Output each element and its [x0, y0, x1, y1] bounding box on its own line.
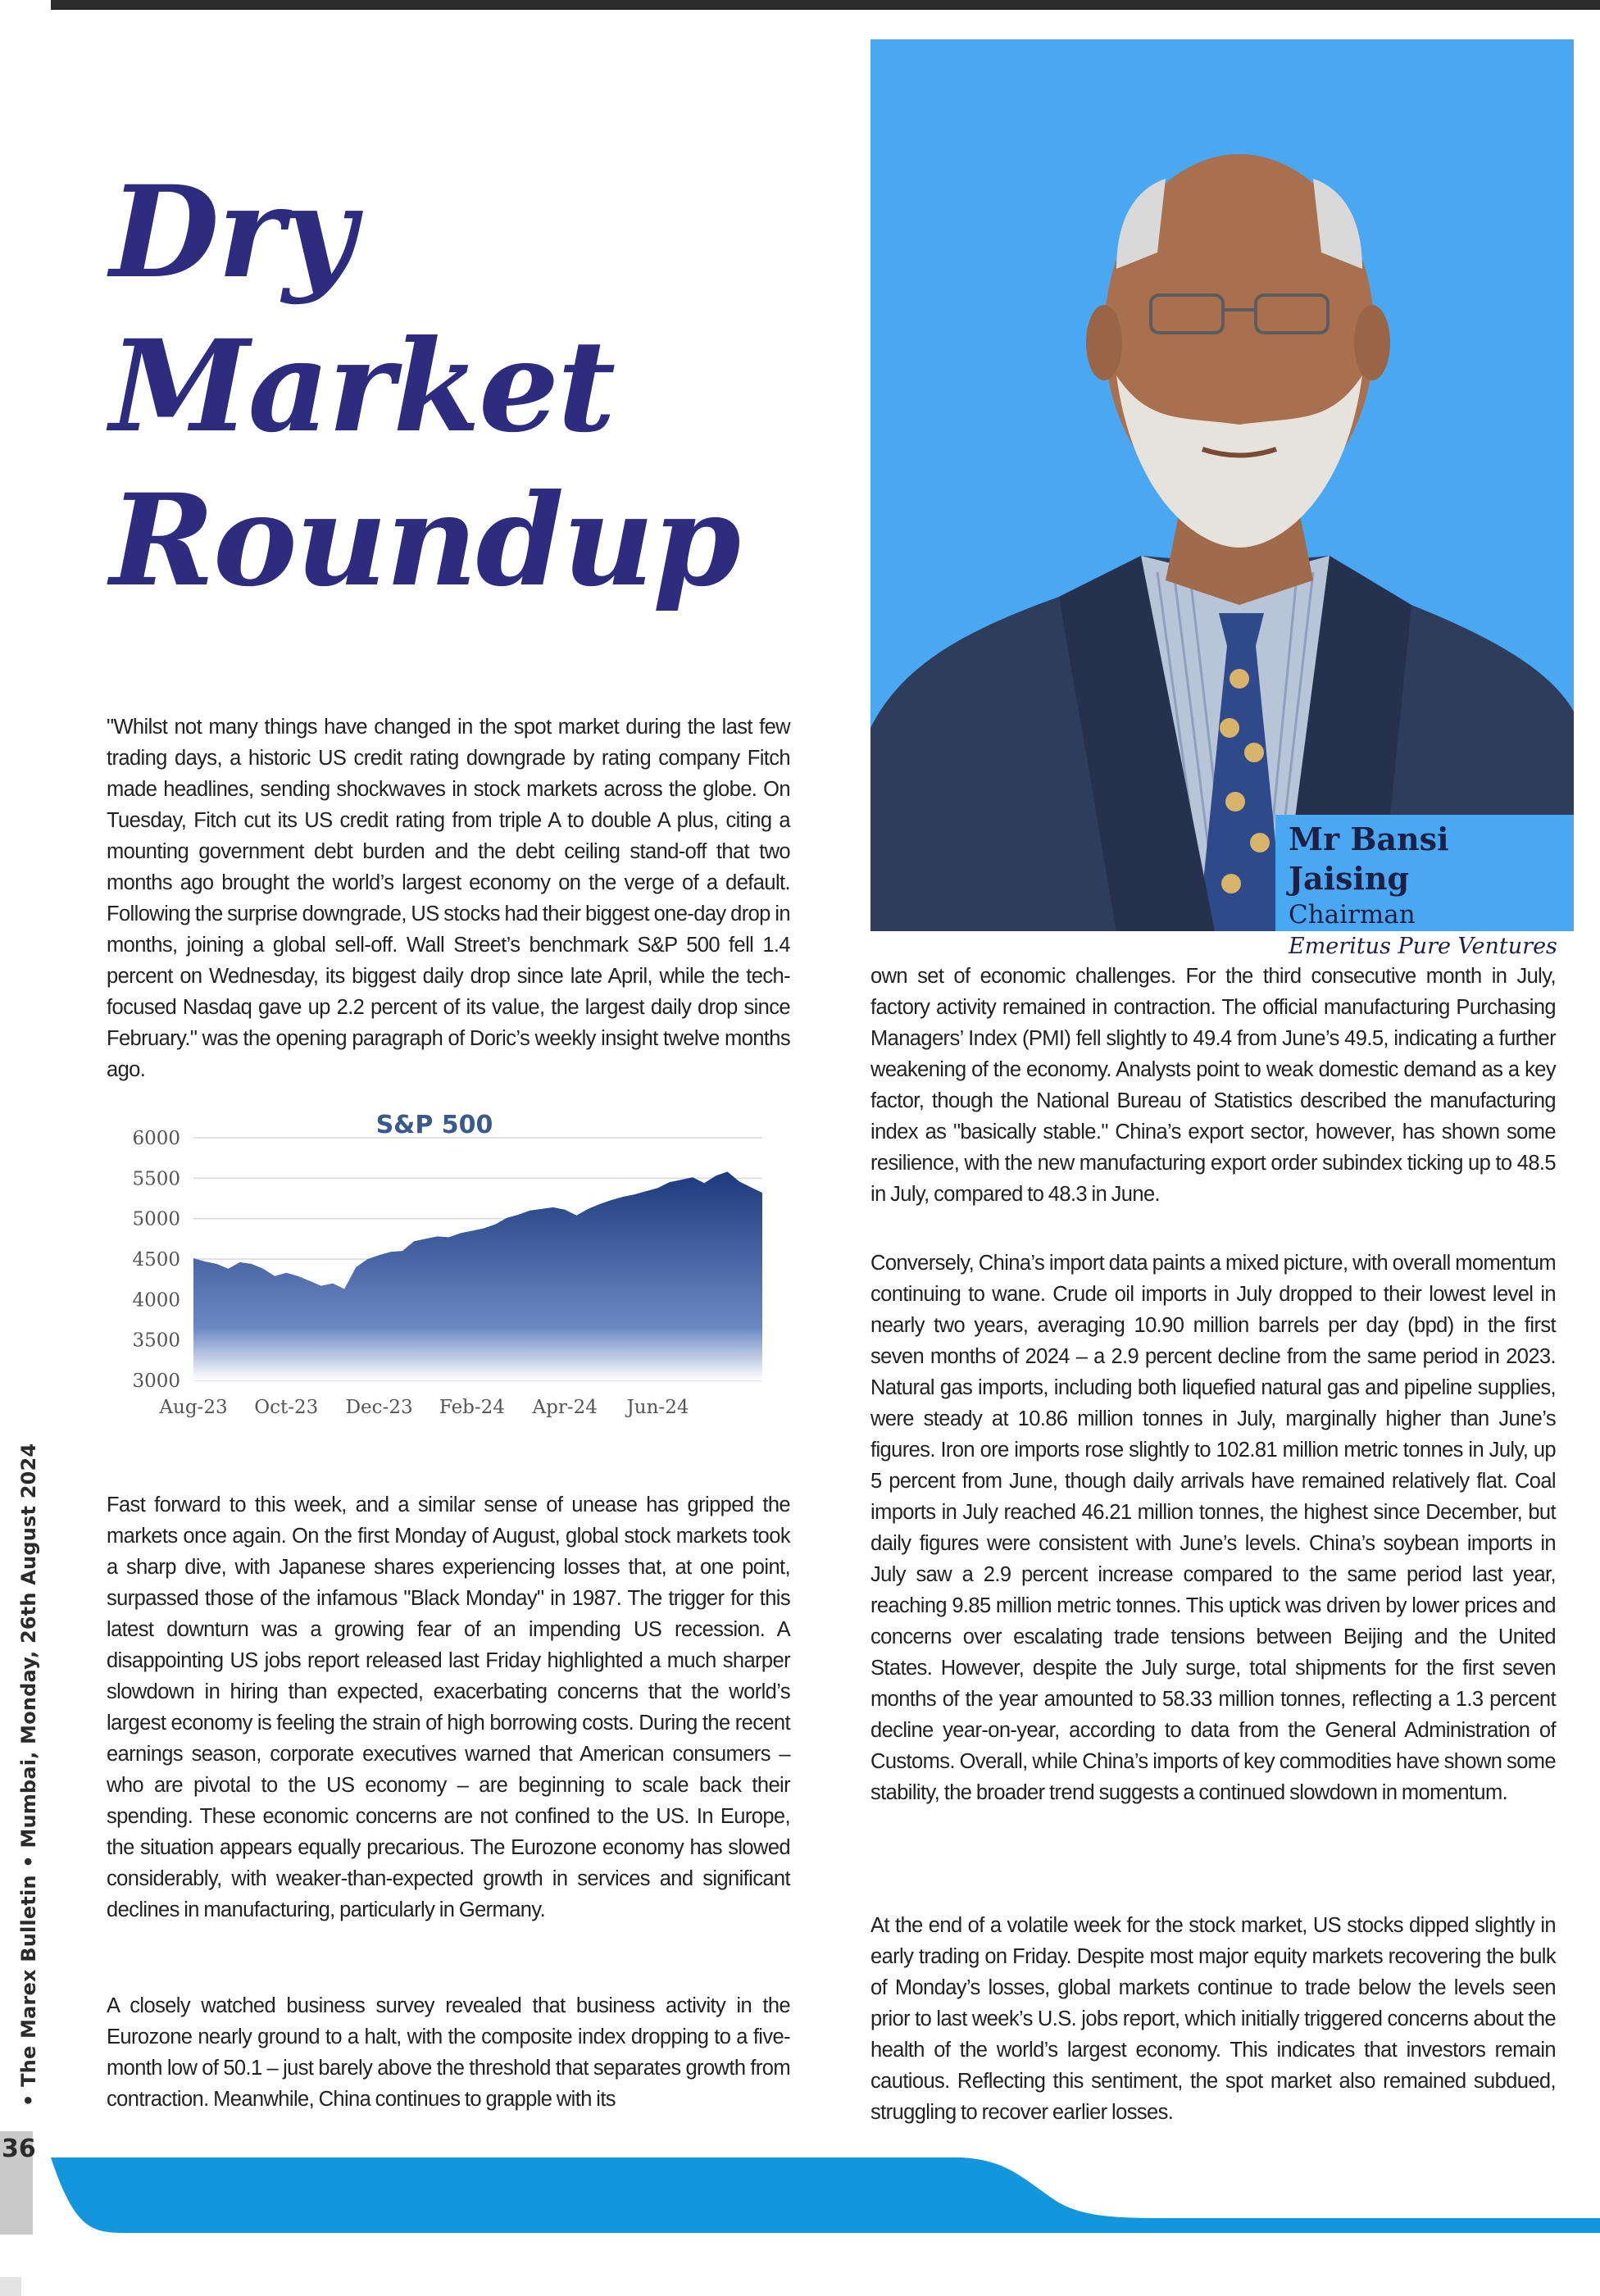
paragraph-1: "Whilst not many things have changed in the spot market during the last few trading days, a historic US credit rating downgrade by rating company Fitch made headlines, sending shockwaves in stock markets across the globe. On Tuesday, Fitch cut its US credit rating from triple A to double A plus, citing a mounting government debt burden and the debt ceiling stand-off that two months ago brought the world’s largest economy on the verge of a default. Following the surprise downgrade, US stocks had their biggest one-day drop in months, joining a global sell-off. Wall Street’s benchmark S&P 500 fell 1.4 percent on Wednesday, its biggest daily drop since late April, while the tech-focused Nasdaq gave up 2.2 percent of its value, the largest daily drop since February." was the opening paragraph of Doric’s weekly insight twelve months ago.	[107, 716, 790, 1081]
paragraph-6: At the end of a volatile week for the stock market, US stocks dipped slightly in early trading on Friday. Despite most major equity markets recovering the bulk of Monday’s losses, global markets continue to trade below the levels seen prior to last week’s U.S. jobs report, which initially triggered concerns about the health of the world’s largest economy. This indicates that investors remain cautious. Reflecting this sentiment, the spot market also remained subdued, struggling to recover earlier losses.	[870, 1914, 1556, 2124]
title-line-2: Roundup	[110, 466, 739, 615]
portrait-caption	[1275, 815, 1574, 959]
footer-wave	[0, 2148, 1600, 2238]
x-tick-label: Jun-24	[626, 1397, 689, 1418]
bulletin-sidebar: • The Marex Bulletin • Mumbai, Monday, 26th August 2024	[17, 1443, 40, 2107]
x-tick-label: Aug-23	[159, 1397, 228, 1418]
y-tick-label: 3000	[132, 1371, 180, 1392]
portrait-illustration	[870, 39, 1574, 931]
y-tick-label: 5000	[132, 1208, 180, 1230]
person-organization: Emeritus Pure Ventures	[1289, 934, 1557, 959]
y-tick-label: 4500	[132, 1249, 180, 1271]
page-number: 36	[2, 2135, 36, 2163]
y-tick-label: 4000	[132, 1289, 180, 1312]
portrait-photo	[870, 39, 1574, 931]
y-tick-label: 6000	[132, 1128, 180, 1149]
y-tick-label: 5500	[132, 1168, 180, 1190]
chart-title: S&P 500	[375, 1111, 493, 1139]
y-tick-label: 3500	[132, 1330, 180, 1352]
x-tick-label: Oct-23	[254, 1397, 319, 1418]
x-tick-label: Feb-24	[439, 1397, 505, 1418]
person-role: Chairman	[1289, 900, 1416, 930]
sp500-chart	[107, 1105, 779, 1433]
paragraph-4: own set of economic challenges. For the third consecutive month in July, factory activity remained in contraction. The official manufacturing Purchasing Managers’ Index (PMI) fell slightly to 49.4 from June’s 49.5, indicating a further weakening of the economy. Analysts point to weak domestic demand as a key factor, though the National Bureau of Statistics described the manufacturing index as "basically stable." China’s export sector, however, has shown some resilience, with the new manufacturing export order subindex ticking up to 48.5 in July, compared to 48.3 in June.	[870, 965, 1556, 1206]
article-title	[110, 156, 848, 618]
person-name: Mr Bansi Jaising	[1289, 821, 1449, 897]
chart-area	[193, 1171, 762, 1380]
paragraph-2: Fast forward to this week, and a similar sense of unease has gripped the markets once again. On the first Monday of August, global stock markets took a sharp dive, with Japanese shares experiencing losses that, at one point, surpassed those of the infamous "Black Monday" in 1987. The trigger for this latest downturn was a growing fear of an impending US recession. A disappointing US jobs report released last Friday highlighted a much sharper slowdown in hiring than expected, exacerbating concerns that the world’s largest economy is feeling the strain of high borrowing costs. During the recent earnings season, corporate executives warned that American consumers – who are pivotal to the US economy – are beginning to scale back their spending. These economic concerns are not confined to the US. In Europe, the situation appears equally precarious. The Eurozone economy has slowed considerably, with weaker-than-expected growth in services and significant declines in manufacturing, particularly in Germany.	[107, 1494, 790, 1921]
x-tick-label: Apr-24	[532, 1397, 598, 1418]
title-line-1: Dry Market	[110, 158, 615, 461]
paragraph-5: Conversely, China’s import data paints a mixed picture, with overall momentum continuing to wane. Crude oil imports in July dropped to their lowest level in nearly two years, averaging 10.90 million barrels per day (bpd) in the first seven months of 2024 – a 2.9 percent decline from the same period in 2023. Natural gas imports, including both liquefied natural gas and pipeline supplies, were steady at 10.86 million tonnes in July, marginally higher than June’s figures. Iron ore imports rose slightly to 102.81 million metric tonnes in July, up 5 percent from June, though daily arrivals have remained relatively flat. Coal imports in July reached 46.21 million tonnes, the highest since December, but daily figures were consistent with June’s levels. China’s soybean imports in July saw a 2.9 percent increase compared to the same period last year, reaching 9.85 million metric tonnes. This uptick was driven by lower prices and concerns over escalating trade tensions between Beijing and the United States. However, despite the July surge, total shipments for the first seven months of the year amounted to 58.33 million tonnes, reflecting a 1.3 percent decline year-on-year, according to data from the General Administration of Customs. Overall, while China’s imports of key commodities have shown some stability, the broader trend suggests a continued slowdown in momentum.	[870, 1252, 1556, 1804]
x-tick-label: Dec-23	[345, 1397, 413, 1418]
corner-mark	[0, 2277, 21, 2296]
top-rule	[51, 0, 1600, 10]
paragraph-3: A closely watched business survey revealed that business activity in the Eurozone nearly ground to a halt, with the composite index dropping to a five-month low of 50.1 – just barely above the threshold that separates growth from contraction. Meanwhile, China continues to grapple with its	[107, 1994, 790, 2111]
